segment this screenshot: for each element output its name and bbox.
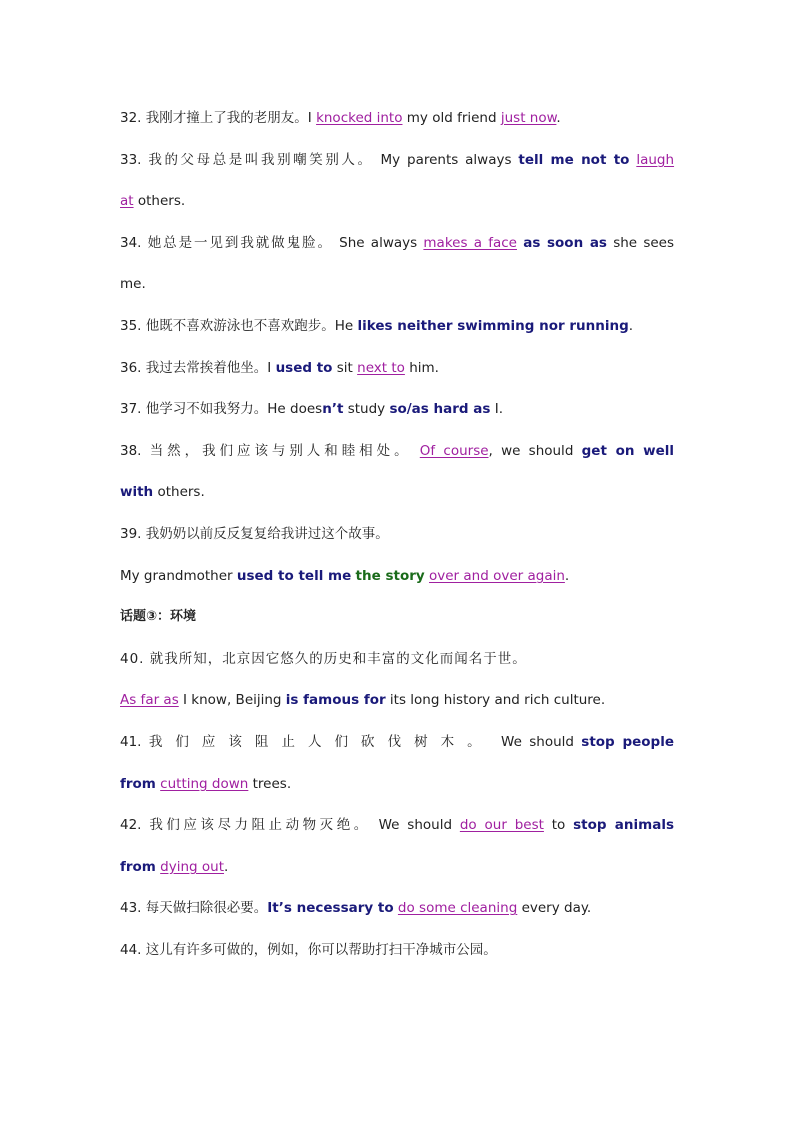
item-number: 36.: [120, 360, 142, 376]
sentence-33-cont: [120, 191, 674, 211]
sentence-42-cont: [120, 857, 674, 877]
blank-answer: do our best: [459, 817, 544, 833]
english-text: my old friend: [402, 110, 501, 126]
english-text: sit: [332, 360, 358, 376]
chinese-text: 每天做扫除很必要。: [145, 900, 268, 916]
english-text: others.: [133, 193, 186, 209]
blank-answer: do some cleaning: [397, 900, 518, 916]
blank-answer: As far as: [120, 692, 179, 708]
key-phrase: n’t: [322, 401, 344, 417]
item-number: 39.: [120, 526, 142, 542]
chinese-text: 他学习不如我努力。: [145, 401, 268, 417]
item-number: 32.: [120, 110, 142, 126]
key-phrase: is famous for: [285, 692, 386, 708]
sentence-39-english: [120, 566, 674, 586]
key-phrase: with: [120, 484, 154, 500]
chinese-text: 我的父母总是叫我别嘲笑别人。: [148, 152, 374, 168]
key-phrase: It’s necessary to: [267, 900, 394, 916]
blank-answer: dying out: [160, 859, 225, 875]
english-text: He does: [267, 401, 323, 417]
sentence-36: [120, 358, 674, 378]
sentence-34-cont: [120, 274, 674, 294]
sentence-37: [120, 399, 674, 419]
item-number: 38.: [120, 443, 142, 459]
english-text: My parents always: [380, 152, 519, 168]
english-text: , we should: [488, 443, 582, 459]
english-text: We should: [378, 817, 460, 833]
item-number: 44.: [120, 942, 142, 958]
sentence-39: [120, 524, 674, 544]
blank-answer: over and over again: [429, 568, 565, 584]
english-text: I: [307, 110, 317, 126]
english-text: I.: [490, 401, 503, 417]
sentence-42: [120, 815, 674, 835]
english-text: trees.: [248, 776, 292, 792]
item-number: 41.: [120, 734, 142, 750]
english-text: We should: [501, 734, 574, 750]
english-text: .: [564, 568, 570, 584]
english-text: My grandmother: [120, 568, 237, 584]
item-number: 40.: [120, 651, 145, 667]
english-text: its long history and rich culture.: [385, 692, 606, 708]
key-phrase: as soon as: [523, 235, 607, 251]
english-text: .: [628, 318, 634, 334]
key-phrase: from: [120, 776, 156, 792]
chinese-text: 我刚才撞上了我的老朋友。: [145, 110, 308, 126]
key-phrase: used to: [275, 360, 333, 376]
item-number: 34.: [120, 235, 142, 251]
english-text: she sees: [613, 235, 675, 251]
sentence-41: [120, 732, 674, 752]
key-phrase: stop people: [581, 734, 674, 750]
english-text: study: [343, 401, 390, 417]
chinese-text: 就我所知，北京因它悠久的历史和丰富的文化而闻名于世。: [149, 651, 527, 667]
english-text: me.: [120, 276, 146, 292]
blank-answer: Of course: [419, 443, 489, 459]
english-text: every day.: [517, 900, 592, 916]
chinese-text: 她总是一见到我就做鬼脸。: [147, 235, 333, 251]
english-text: .: [224, 859, 229, 875]
sentence-44: [120, 940, 674, 960]
key-phrase: likes neither swimming nor running: [357, 318, 629, 334]
blank-answer: knocked into: [316, 110, 403, 126]
blank-answer: laugh: [636, 152, 675, 168]
sentence-40-english: [120, 690, 674, 710]
chinese-text: 我们应该尽力阻止动物灭绝。: [149, 817, 371, 833]
key-phrase-green: the story: [355, 568, 425, 584]
english-text: others.: [153, 484, 205, 500]
sentence-33: [120, 150, 674, 170]
blank-answer: next to: [357, 360, 405, 376]
chinese-text: 我过去常挨着他坐。: [145, 360, 268, 376]
blank-answer: makes a face: [423, 235, 517, 251]
chinese-text: 我奶奶以前反反复复给我讲过这个故事。: [145, 526, 389, 542]
sentence-41-cont: [120, 774, 674, 794]
key-phrase: from: [120, 859, 156, 875]
key-phrase: tell me not to: [518, 152, 630, 168]
key-phrase: used to tell me: [236, 568, 352, 584]
sentence-35: [120, 316, 674, 336]
english-text: .: [556, 110, 561, 126]
topic-heading: 话题③：环境: [120, 609, 197, 624]
sentence-32: [120, 108, 674, 128]
chinese-text: 他既不喜欢游泳也不喜欢跑步。: [145, 318, 335, 334]
key-phrase: so/as hard as: [389, 401, 491, 417]
sentence-40: [120, 649, 674, 669]
english-text: He: [334, 318, 358, 334]
sentence-43: [120, 898, 674, 918]
chinese-text: 我们应该阻止人们砍伐树木。: [148, 734, 494, 750]
blank-answer: at: [120, 193, 134, 209]
item-number: 37.: [120, 401, 142, 417]
item-number: 35.: [120, 318, 142, 334]
english-text: I know, Beijing: [178, 692, 286, 708]
blank-answer: cutting down: [160, 776, 249, 792]
item-number: 43.: [120, 900, 142, 916]
item-number: 33.: [120, 152, 142, 168]
english-text: She always: [339, 235, 424, 251]
item-number: 42.: [120, 817, 142, 833]
sentence-34: [120, 233, 674, 253]
chinese-text: 当然，我们应该与别人和睦相处。: [149, 443, 412, 459]
key-phrase: stop animals: [573, 817, 674, 833]
sentence-38: [120, 441, 674, 461]
blank-answer: just now: [500, 110, 557, 126]
sentence-38-cont: [120, 482, 674, 502]
chinese-text: 这儿有许多可做的，例如，你可以帮助打扫干净城市公园。: [145, 942, 497, 958]
key-phrase: get on well: [581, 443, 674, 459]
english-text: I: [267, 360, 276, 376]
english-text: to: [551, 817, 574, 833]
english-text: him.: [404, 360, 439, 376]
